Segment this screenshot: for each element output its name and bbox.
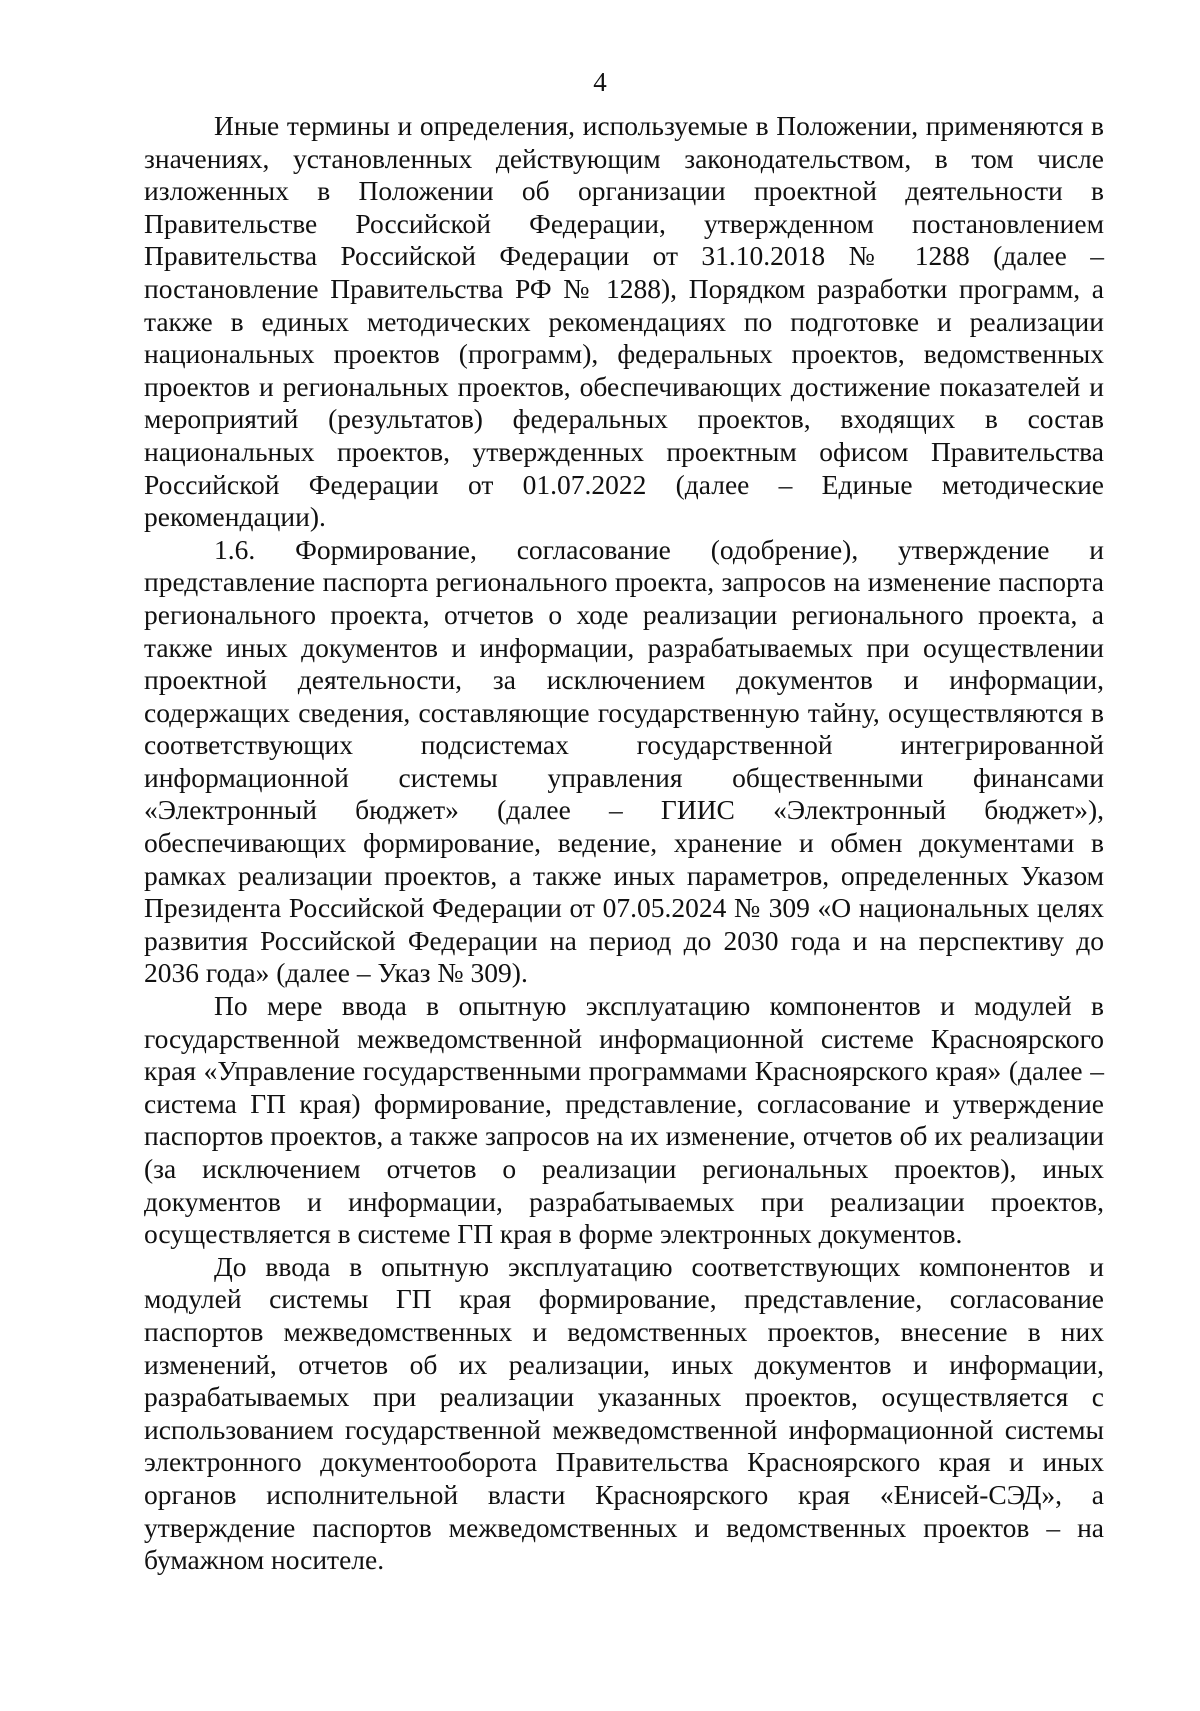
paragraph-terms-definitions: Иные термины и определения, используемые в Положении, применяются в значениях, установленных действующим законодательством, в том числе изложенных в Положении об организации проектной деятельности в Правительстве Российской Федерации, утвержденном постановлением Правительства Российской Федерации от 31.10.2018 № 1288 (далее – постановление Правительства РФ № 1288), Порядком разработки программ, а также в единых методических рекомендациях по подготовке и реализации национальных проектов (программ), федеральных проектов, ведомственных проектов и региональных проектов, обеспечивающих достижение показателей и мероприятий (результатов) федеральных проектов, входящих в состав национальных проектов, утвержденных проектным офисом Правительства Российской Федерации от 01.07.2022 (далее – Единые методические рекомендации).	[144, 110, 1104, 533]
document-body	[144, 110, 1104, 1577]
page-number: 4	[593, 67, 607, 97]
paragraph-gp-system-electronic: По мере ввода в опытную эксплуатацию компонентов и модулей в государственной межведомственной информационной системе Красноярского края «Управление государственными программами Красноярского края» (далее – система ГП края) формирование, представление, согласование и утверждение паспортов проектов, а также запросов на их изменение, отчетов об их реализации (за исключением отчетов о реализации региональных проектов), иных документов и информации, разрабатываемых при реализации проектов, осуществляется в системе ГП края в форме электронных документов.	[144, 990, 1104, 1250]
paragraph-1-6-passport-formation: 1.6. Формирование, согласование (одобрение), утверждение и представление паспорта регионального проекта, запросов на изменение паспорта регионального проекта, отчетов о ходе реализации регионального проекта, а также иных документов и информации, разрабатываемых при осуществлении проектной деятельности, за исключением документов и информации, содержащих сведения, составляющие государственную тайну, осуществляются в соответствующих подсистемах государственной интегрированной информационной системы управления общественными финансами «Электронный бюджет» (далее – ГИИС «Электронный бюджет»), обеспечивающих формирование, ведение, хранение и обмен документами в рамках реализации проектов, а также иных параметров, определенных Указом Президента Российской Федерации от 07.05.2024 № 309 «О национальных целях развития Российской Федерации на период до 2030 года и на перспективу до 2036 года» (далее – Указ № 309).	[144, 533, 1104, 989]
paragraph-enisey-sed: До ввода в опытную эксплуатацию соответствующих компонентов и модулей системы ГП края формирование, представление, согласование паспортов межведомственных и ведомственных проектов, внесение в них изменений, отчетов об их реализации, иных документов и информации, разрабатываемых при реализации указанных проектов, осуществляется с использованием государственной межведомственной информационной системы электронного документооборота Правительства Красноярского края и иных органов исполнительной власти Красноярского края «Енисей-СЭД», а утверждение паспортов межведомственных и ведомственных проектов – на бумажном носителе.	[144, 1250, 1104, 1576]
